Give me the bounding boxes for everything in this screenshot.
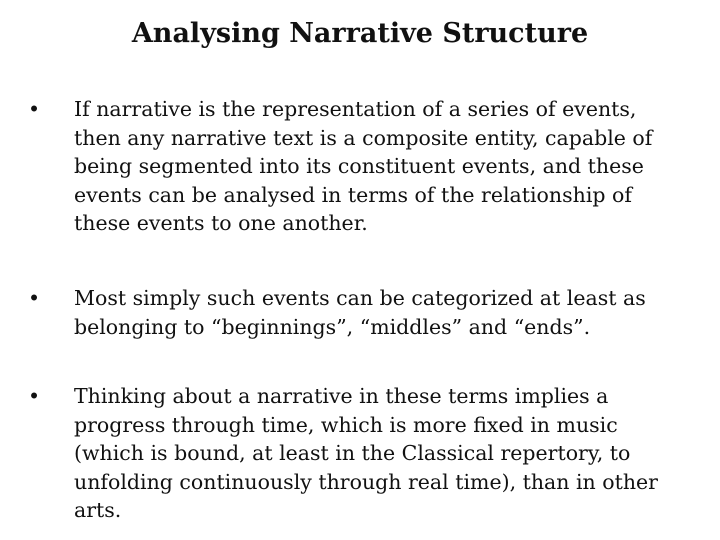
bullet-text-line: events can be analysed in terms of the relationship of <box>74 182 632 207</box>
bullet-text-line: belonging to “beginnings”, “middles” and “ends”. <box>74 314 591 339</box>
bullet-item-1 <box>28 95 708 238</box>
bullet-text-line: then any narrative text is a composite entity, capable of <box>74 125 653 150</box>
bullet-text-line: these events to one another. <box>74 211 368 235</box>
bullet-item-3 <box>28 382 708 525</box>
bullet-text-line: unfolding continuously through real time), than in other <box>74 469 658 494</box>
bullet-text-line: Most simply such events can be categorized at least as <box>74 286 646 310</box>
bullet-text-line: If narrative is the representation of a series of events, <box>74 97 637 121</box>
bullet-text-line: (which is bound, at least in the Classical repertory, to <box>74 441 631 465</box>
bullet-text-line: Thinking about a narrative in these terms implies a <box>74 384 609 408</box>
bullet-marker: • <box>28 286 41 310</box>
bullet-marker: • <box>28 97 41 121</box>
bullet-marker: • <box>28 384 41 408</box>
bullet-text-line: arts. <box>74 498 122 522</box>
slide-title: Analysing Narrative Structure <box>131 18 589 49</box>
bullet-text-line: being segmented into its constituent events, and these <box>74 154 644 178</box>
bullet-text-line: progress through time, which is more fixed in music <box>74 412 618 437</box>
bullet-item-2 <box>28 284 708 341</box>
